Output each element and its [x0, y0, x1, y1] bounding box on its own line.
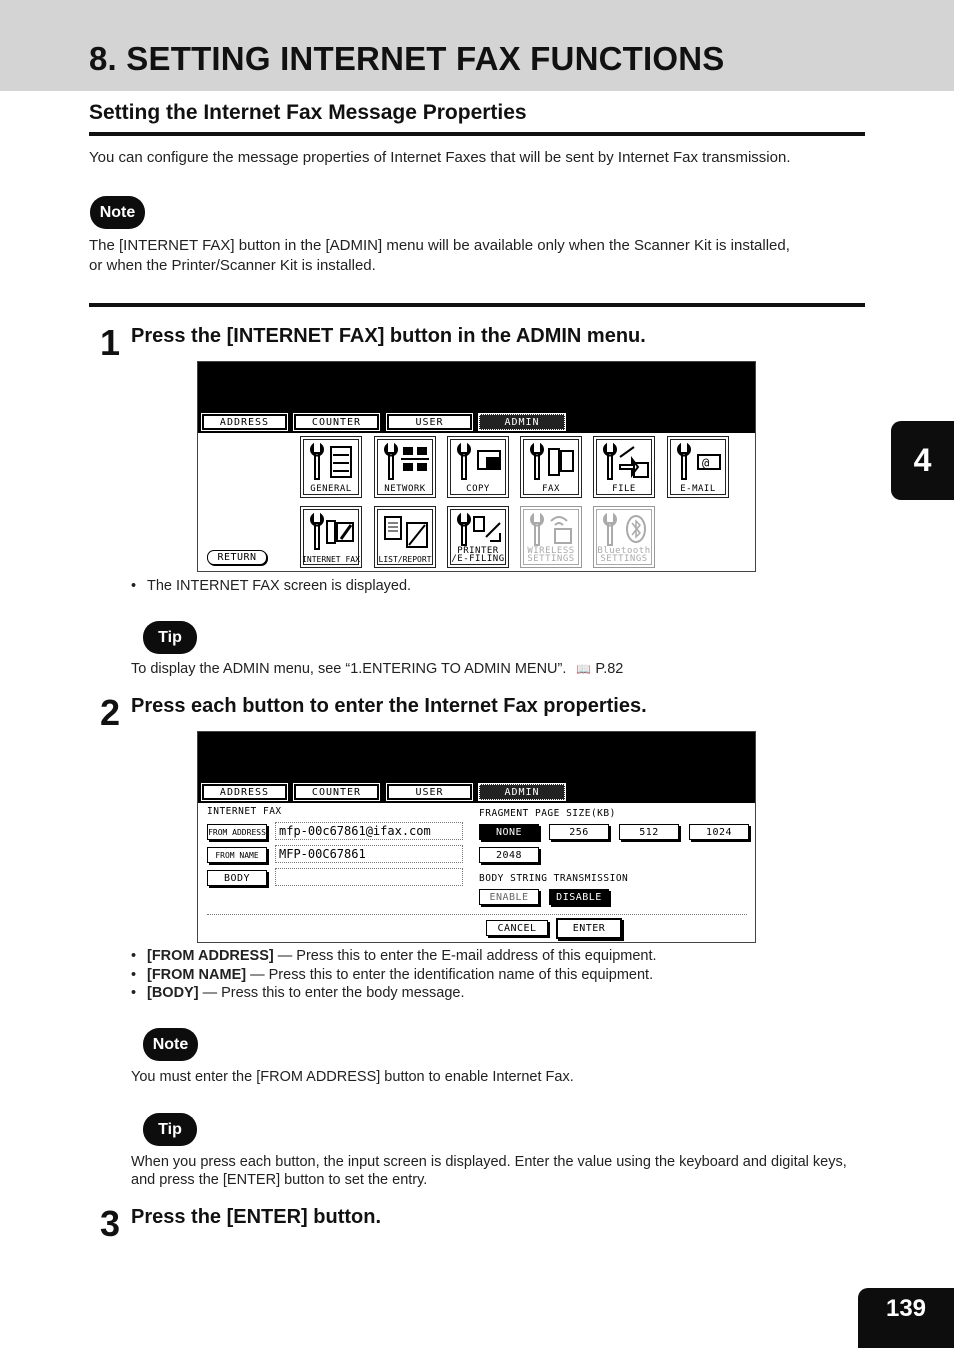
from-address-button[interactable]: FROM ADDRESS — [207, 824, 267, 840]
note-badge-2: Note — [143, 1028, 198, 1061]
email-icon — [672, 441, 726, 481]
step-1-title: Press the [INTERNET FAX] button in the ADMIN menu. — [131, 325, 646, 347]
bluetooth-icon — [598, 511, 652, 547]
step-rule — [89, 303, 865, 307]
file-label: FILE — [612, 484, 636, 494]
disable-button[interactable]: DISABLE — [549, 889, 609, 905]
report-icon — [379, 511, 433, 551]
wireless-label: WIRELESS — [527, 546, 575, 556]
intro-text: You can configure the message properties of Internet Faxes that will be sent by Internet Fax transmission. — [89, 149, 791, 166]
page-reference[interactable]: P.82 — [595, 661, 624, 677]
wrench-gear-icon — [305, 441, 359, 481]
note-badge: Note — [90, 196, 145, 229]
tab-counter[interactable]: COUNTER — [294, 784, 379, 800]
body-field — [275, 868, 463, 886]
tab-user[interactable]: USER — [387, 784, 472, 800]
email-label: E-MAIL — [680, 484, 716, 494]
body-button[interactable]: BODY — [207, 870, 267, 886]
tab-admin[interactable]: ADMIN — [479, 784, 565, 800]
return-button[interactable]: RETURN — [207, 550, 267, 565]
fragment-256-button[interactable]: 256 — [549, 824, 609, 840]
wireless-settings-button — [520, 506, 582, 568]
from-address-field: mfp-00c67861@ifax.com — [275, 822, 463, 840]
from-name-field: MFP-00C67861 — [275, 845, 463, 863]
step-1-bullet: • The INTERNET FAX screen is displayed. — [131, 578, 412, 594]
fragment-512-button[interactable]: 512 — [619, 824, 679, 840]
bullet-body: • [BODY] — Press this to enter the body message. — [131, 985, 465, 1001]
internet-fax-screen — [197, 731, 756, 943]
cancel-button[interactable]: CANCEL — [486, 920, 548, 936]
fax-button[interactable] — [520, 436, 582, 498]
step-3-number: 3 — [100, 1203, 121, 1244]
bullet-from-address: • [FROM ADDRESS] — Press this to enter the E-mail address of this equipment. — [131, 948, 657, 964]
chapter-side-tab: 4 — [891, 421, 954, 500]
tab-address[interactable]: ADDRESS — [202, 784, 287, 800]
copy-button[interactable] — [447, 436, 509, 498]
tip-text: To display the ADMIN menu, see “1.ENTERING TO ADMIN MENU”. 📖 P.82 — [131, 661, 624, 677]
fragment-2048-button[interactable]: 2048 — [479, 847, 539, 863]
folder-icon — [598, 441, 652, 481]
printer-efiling-button[interactable] — [447, 506, 509, 568]
enter-button[interactable]: ENTER — [556, 918, 622, 939]
email-button[interactable] — [667, 436, 729, 498]
printer-icon — [452, 511, 506, 547]
network-label: NETWORK — [384, 484, 426, 494]
general-label: GENERAL — [310, 484, 352, 494]
list-report-button[interactable] — [374, 506, 436, 568]
admin-menu-screen — [197, 361, 756, 572]
copy-label: COPY — [466, 484, 490, 494]
tab-user[interactable]: USER — [387, 414, 472, 430]
internet-fax-label: INTERNET FAX — [302, 555, 360, 564]
section-rule — [89, 132, 865, 136]
printer-label: PRINTER — [457, 546, 499, 556]
page-number: 139 — [858, 1288, 954, 1348]
tip-badge: Tip — [143, 621, 197, 654]
network-icon — [379, 441, 433, 481]
wireless-settings-label: SETTINGS — [527, 554, 575, 564]
step-1-number: 1 — [100, 322, 121, 363]
file-button[interactable] — [593, 436, 655, 498]
wireless-icon — [525, 511, 579, 547]
chapter-title: 8. SETTING INTERNET FAX FUNCTIONS — [89, 40, 725, 77]
efiling-label: /E-FILING — [451, 554, 505, 564]
body-string-label: BODY STRING TRANSMISSION — [479, 873, 629, 884]
note-text-line1: The [INTERNET FAX] button in the [ADMIN] menu will be available only when the Scanner Kit is installed, — [89, 237, 790, 254]
copier-icon — [452, 441, 506, 481]
tip-badge-2: Tip — [143, 1113, 197, 1146]
general-button[interactable] — [300, 436, 362, 498]
step-3-title: Press the [ENTER] button. — [131, 1206, 382, 1228]
bluetooth-settings-label: SETTINGS — [600, 554, 648, 564]
enable-button[interactable]: ENABLE — [479, 889, 539, 905]
fragment-size-label: FRAGMENT PAGE SIZE(KB) — [479, 808, 616, 819]
screen-divider — [207, 914, 747, 915]
internet-fax-heading: INTERNET FAX — [207, 806, 282, 817]
internet-fax-button[interactable] — [300, 506, 362, 568]
fragment-1024-button[interactable]: 1024 — [689, 824, 749, 840]
fax-label: FAX — [542, 484, 560, 494]
tip-text-2-line1: When you press each button, the input screen is displayed. Enter the value using the keyboard and digital keys, — [131, 1154, 847, 1170]
step-2-title: Press each button to enter the Internet Fax properties. — [131, 695, 647, 717]
tab-admin[interactable]: ADMIN — [479, 414, 565, 430]
step-2-number: 2 — [100, 692, 121, 733]
svg-text:@: @ — [702, 456, 710, 470]
bluetooth-label: Bluetooth — [597, 546, 651, 556]
bluetooth-settings-button — [593, 506, 655, 568]
note-text-2: You must enter the [FROM ADDRESS] button to enable Internet Fax. — [131, 1069, 574, 1085]
fax-icon — [525, 441, 579, 481]
fragment-none-button[interactable]: NONE — [479, 824, 539, 840]
note-text-line2: or when the Printer/Scanner Kit is installed. — [89, 257, 376, 274]
bullet-from-name: • [FROM NAME] — Press this to enter the identification name of this equipment. — [131, 967, 654, 983]
book-icon: 📖 — [576, 662, 592, 676]
list-report-label: LIST/REPORT — [378, 555, 432, 564]
from-name-button[interactable]: FROM NAME — [207, 847, 267, 863]
internet-fax-icon — [305, 511, 359, 551]
tab-counter[interactable]: COUNTER — [294, 414, 379, 430]
section-title: Setting the Internet Fax Message Properties — [89, 101, 527, 124]
network-button[interactable] — [374, 436, 436, 498]
tab-address[interactable]: ADDRESS — [202, 414, 287, 430]
tip-text-2-line2: and press the [ENTER] button to set the entry. — [131, 1172, 428, 1188]
